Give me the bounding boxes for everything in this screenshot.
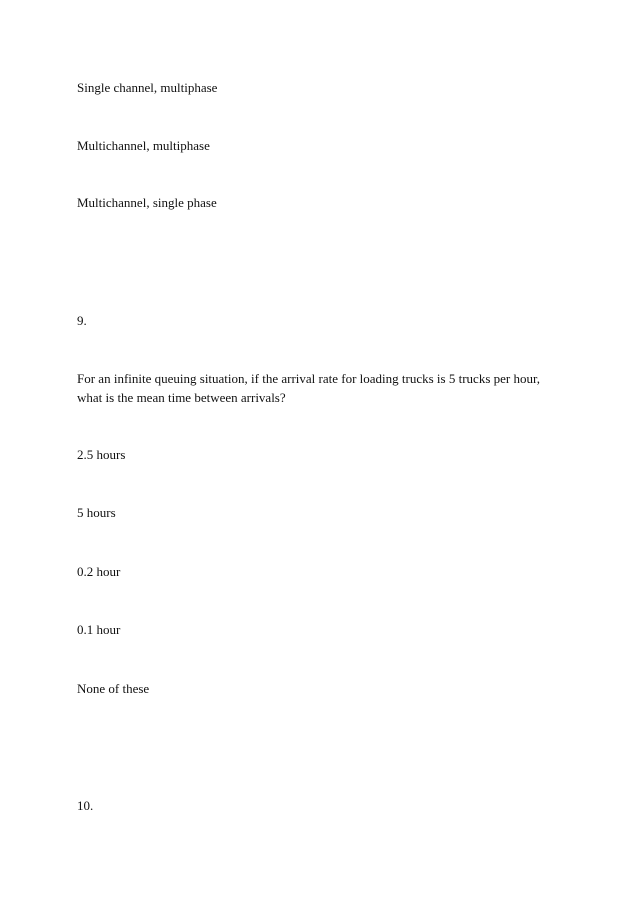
question-text: For an infinite queuing situation, if the arrival rate for loading trucks is 5 trucks per hour, what is the mean time between arrivals? <box>77 371 541 405</box>
answer-option: Multichannel, multiphase <box>77 138 210 153</box>
answer-option: 0.2 hour <box>77 564 121 579</box>
question-number: 10. <box>77 798 94 813</box>
answer-option: 0.1 hour <box>77 622 121 637</box>
answer-option: Multichannel, single phase <box>77 195 217 210</box>
answer-option: 5 hours <box>77 505 116 520</box>
answer-option: None of these <box>77 681 150 696</box>
answer-option: Single channel, multiphase <box>77 80 218 95</box>
answer-option: 2.5 hours <box>77 447 126 462</box>
question-number: 9. <box>77 313 87 328</box>
